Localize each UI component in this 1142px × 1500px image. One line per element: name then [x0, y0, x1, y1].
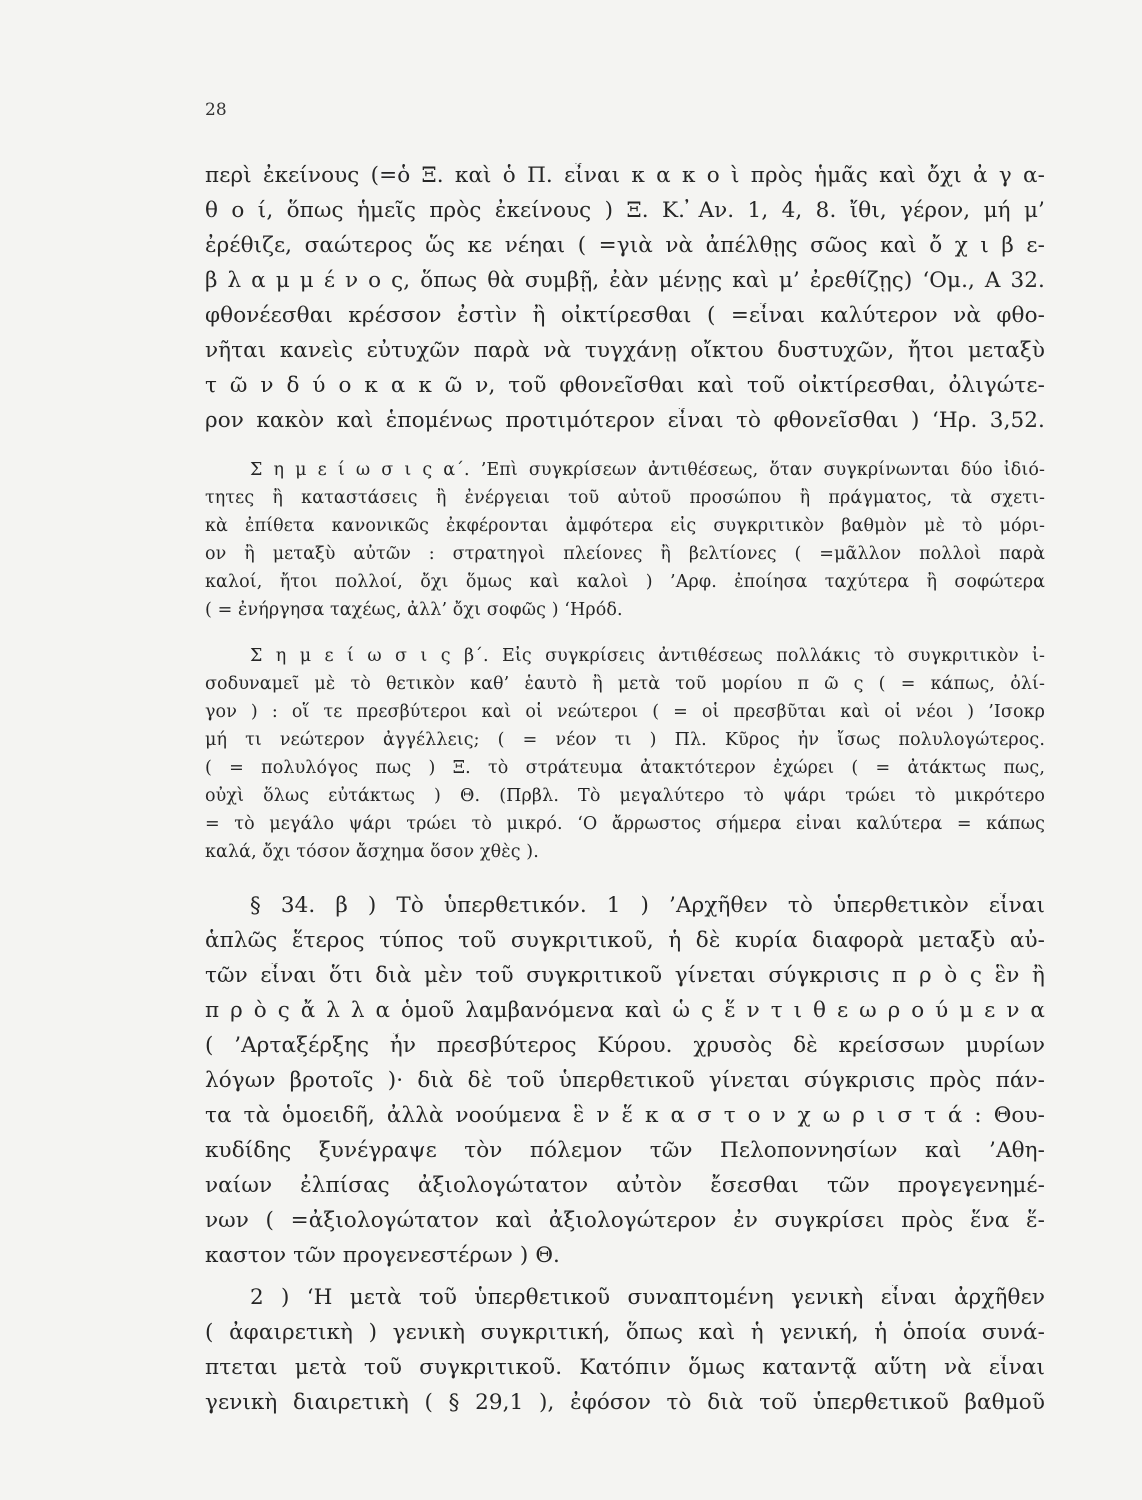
- text-line: νῆται κανεὶς εὐτυχῶν παρὰ νὰ τυγχάνῃ οἴκτου δυστυχῶν, ἤτοι μεταξὺ: [205, 338, 1045, 363]
- text-line: κυδίδης ξυνέγραψε τὸν πόλεμον τῶν Πελοποννησίων καὶ ’Αθη-: [205, 1138, 1045, 1163]
- note-line: οὐχὶ ὅλως εὐτάκτως ) Θ. (Πρβλ. Τὸ μεγαλύτερο τὸ ψάρι τρώει τὸ μικρότερο: [205, 786, 1045, 806]
- text-line: περὶ ἐκείνους (=ὁ Ξ. καὶ ὁ Π. εἶναι κ α κ ο ὶ πρὸς ἡμᾶς καὶ ὄχι ἀ γ α-: [205, 163, 1045, 188]
- note-line: γον ) : οἵ τε πρεσβύτεροι καὶ οἱ νεώτεροι ( = οἱ πρεσβῦται καὶ οἱ νέοι ) ’Ισοκρ: [205, 702, 1045, 722]
- note-line: τητες ἢ καταστάσεις ἢ ἐνέργειαι τοῦ αὐτοῦ προσώπου ἢ πράγματος, τὰ σχετι-: [205, 488, 1045, 508]
- text-line: θ ο ί, ὅπως ἡμεῖς πρὸς ἐκείνους ) Ξ. Κ. ̓Αν. 1, 4, 8. ἴθι, γέρον, μή μ’: [205, 198, 1045, 223]
- note-line: = τὸ μεγάλο ψάρι τρώει τὸ μικρό. ‘Ο ἄρρωστος σήμερα εἶναι καλύτερα = κάπως: [205, 814, 1045, 834]
- page-number: 28: [205, 100, 227, 120]
- note-line: καλά, ὄχι τόσον ἄσχημα ὅσον χθὲς ).: [205, 842, 539, 862]
- text-line: ( ’Αρταξέρξης ἦν πρεσβύτερος Κύρου. χρυσὸς δὲ κρείσσων μυρίων: [205, 1033, 1045, 1058]
- text-line: τα τὰ ὁμοειδῆ, ἀλλὰ νοούμενα ἓ ν ἕ κ α σ τ ο ν χ ω ρ ι σ τ ά : Θου-: [205, 1103, 1045, 1128]
- note-line: καλοί, ἤτοι πολλοί, ὄχι ὅμως καὶ καλοὶ ) ’Αρφ. ἐποίησα ταχύτερα ἢ σοφώτερα: [205, 572, 1045, 592]
- text-line: τ ῶ ν δ ύ ο κ α κ ῶ ν, τοῦ φθονεῖσθαι καὶ τοῦ οἰκτίρεσθαι, ὀλιγώτε-: [205, 373, 1045, 398]
- text-line: β λ α μ μ έ ν ο ς, ὅπως θὰ συμβῇ, ἐὰν μένῃς καὶ μ’ ἐρεθίζῃς) ‘Ομ., Α 32.: [205, 268, 1045, 293]
- text-line: φθονέεσθαι κρέσσον ἐστὶν ἢ οἰκτίρεσθαι ( =εἶναι καλύτερον νὰ φθο-: [205, 303, 1045, 328]
- note-line: σοδυναμεῖ μὲ τὸ θετικὸν καθ’ ἑαυτὸ ἢ μετὰ τοῦ μορίου π ῶ ς ( = κάπως, ὀλί-: [205, 674, 1045, 694]
- text-line: ἐρέθιζε, σαώτερος ὥς κε νέηαι ( =γιὰ νὰ ἀπέλθῃς σῶος καὶ ὄ χ ι β ε-: [205, 233, 1045, 258]
- text-line: καστον τῶν προγενεστέρων ) Θ.: [205, 1243, 560, 1268]
- note-line: κὰ ἐπίθετα κανονικῶς ἐκφέρονται ἀμφότερα εἰς συγκριτικὸν βαθμὸν μὲ τὸ μόρι-: [205, 516, 1045, 536]
- text-line: τῶν εἶναι ὅτι διὰ μὲν τοῦ συγκριτικοῦ γίνεται σύγκρισις π ρ ὸ ς ἓν ἢ: [205, 963, 1045, 988]
- text-line: ( ἀφαιρετικὴ ) γενικὴ συγκριτική, ὅπως καὶ ἡ γενική, ἡ ὁποία συνά-: [205, 1320, 1045, 1345]
- text-line: ρον κακὸν καὶ ἑπομένως προτιμότερον εἶναι τὸ φθονεῖσθαι ) ‘Ηρ. 3,52.: [205, 408, 1045, 433]
- text-line: πτεται μετὰ τοῦ συγκριτικοῦ. Κατόπιν ὅμως καταντᾷ αὕτη νὰ εἶναι: [205, 1355, 1045, 1380]
- note-line: Σ η μ ε ί ω σ ι ς β΄. Εἰς συγκρίσεις ἀντιθέσεως πολλάκις τὸ συγκριτικὸν ἰ-: [250, 646, 1045, 666]
- text-line: ναίων ἐλπίσας ἀξιολογώτατον αὐτὸν ἔσεσθαι τῶν προγεγενημέ-: [205, 1173, 1045, 1198]
- section-heading-line: § 34. β ) Τὸ ὑπερθετικόν. 1 ) ’Αρχῆθεν τὸ ὑπερθετικὸν εἶναι: [250, 893, 1045, 918]
- note-line: ( = πολυλόγος πως ) Ξ. τὸ στράτευμα ἀτακτότερον ἐχώρει ( = ἀτάκτως πως,: [205, 758, 1045, 778]
- text-line: π ρ ὸ ς ἄ λ λ α ὁμοῦ λαμβανόμενα καὶ ὡ ς ἕ ν τ ι θ ε ω ρ ο ύ μ ε ν α: [205, 998, 1045, 1023]
- note-line: ον ἢ μεταξὺ αὐτῶν : στρατηγοὶ πλείονες ἢ βελτίονες ( =μᾶλλον πολλοὶ παρὰ: [205, 544, 1045, 564]
- text-line: λόγων βροτοῖς )· διὰ δὲ τοῦ ὑπερθετικοῦ γίνεται σύγκρισις πρὸς πάν-: [205, 1068, 1045, 1093]
- text-line: ἁπλῶς ἕτερος τύπος τοῦ συγκριτικοῦ, ἡ δὲ κυρία διαφορὰ μεταξὺ αὐ-: [205, 928, 1045, 953]
- text-line: 2 ) ‘Η μετὰ τοῦ ὑπερθετικοῦ συναπτομένη γενικὴ εἶναι ἀρχῆθεν: [250, 1285, 1045, 1310]
- text-line: γενικὴ διαιρετικὴ ( § 29,1 ), ἐφόσον τὸ διὰ τοῦ ὑπερθετικοῦ βαθμοῦ: [205, 1390, 1045, 1415]
- note-line: ( = ἐνήργησα ταχέως, ἀλλ’ ὄχι σοφῶς ) ‘Ηρόδ.: [205, 600, 623, 620]
- text-line: νων ( =ἀξιολογώτατον καὶ ἀξιολογώτερον ἐν συγκρίσει πρὸς ἕνα ἕ-: [205, 1208, 1045, 1233]
- note-line: μή τι νεώτερον ἀγγέλλεις; ( = νέον τι ) Πλ. Κῦρος ἦν ἴσως πολυλογώτερος.: [205, 730, 1045, 750]
- note-line: Σ η μ ε ί ω σ ι ς α΄. ’Επὶ συγκρίσεων ἀντιθέσεως, ὅταν συγκρίνωνται δύο ἰδιό-: [250, 460, 1045, 480]
